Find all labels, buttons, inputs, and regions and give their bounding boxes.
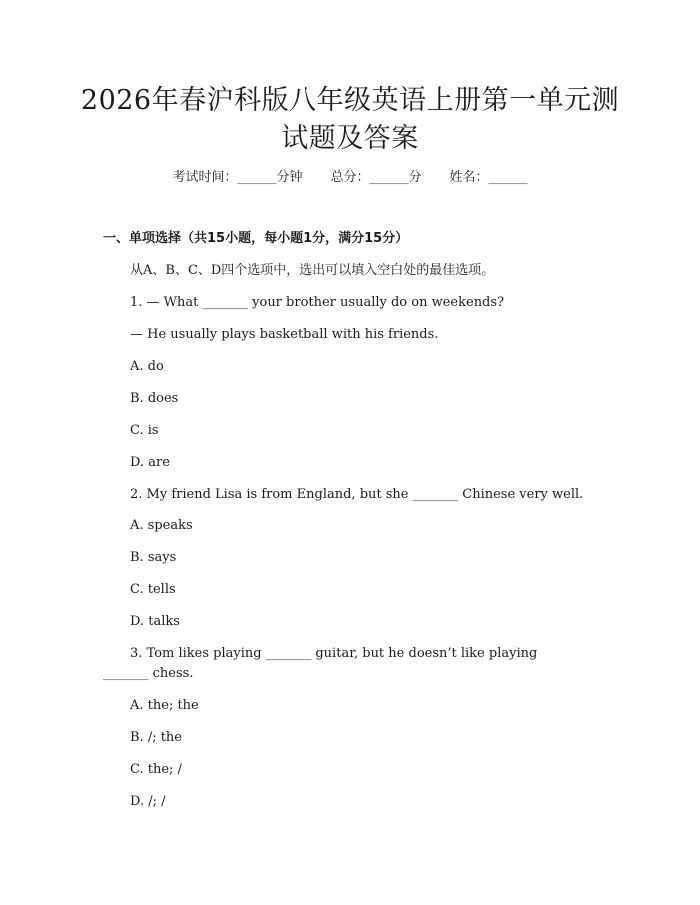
section-instruction: 从A、B、C、D四个选项中，选出可以填入空白处的最佳选项。	[130, 263, 495, 278]
student-name: 姓名：______	[449, 170, 528, 185]
exam-time: 考试时间：______分钟	[172, 170, 303, 185]
question-3-option-a: A. the; the	[130, 698, 199, 713]
question-3-text: 3. Tom likes playing _______ guitar, but he doesn’t like playing	[130, 646, 538, 661]
exam-meta	[0, 168, 700, 188]
question-2-option-d: D. talks	[130, 614, 180, 629]
section-heading: 一、单项选择（共15小题，每小题1分，满分15分）	[103, 231, 409, 246]
exam-total-score: 总分：______分	[330, 170, 422, 185]
document-title	[60, 82, 640, 158]
title-line-1: 2026年春沪科版八年级英语上册第一单元测	[80, 85, 620, 116]
question-1-option-b: B. does	[130, 391, 179, 406]
question-1-answer-line: — He usually plays basketball with his friends.	[130, 327, 439, 342]
question-2-option-b: B. says	[130, 550, 177, 565]
question-3-option-c: C. the; /	[130, 762, 182, 777]
question-2-text: 2. My friend Lisa is from England, but she _______ Chinese very well.	[130, 487, 584, 502]
question-2-option-c: C. tells	[130, 582, 176, 597]
question-3-option-b: B. /; the	[130, 730, 182, 745]
question-1-option-d: D. are	[130, 455, 170, 470]
question-1-text: 1. — What _______ your brother usually do on weekends?	[130, 295, 505, 310]
question-3-text-continued: _______ chess.	[103, 666, 194, 681]
question-2-option-a: A. speaks	[130, 518, 193, 533]
title-line-2: 试题及答案	[281, 123, 419, 154]
question-1-option-a: A. do	[130, 359, 164, 374]
question-3-option-d: D. /; /	[130, 794, 166, 809]
question-1-option-c: C. is	[130, 423, 159, 438]
